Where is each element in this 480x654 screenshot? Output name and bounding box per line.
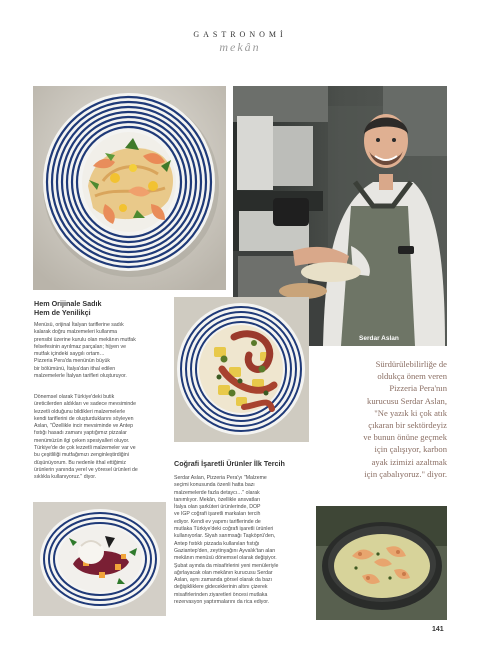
text-line: kalarak doğru malzemeleri kullanma — [34, 329, 118, 336]
text-line: bir bölümünü, İtalya'dan ithal edilen — [34, 365, 116, 372]
section-subtitle: mekân — [219, 40, 261, 54]
text-line: mutfak içindeki saygılı ortam… — [34, 351, 105, 358]
text-line: malzemelerde fazla detaycı…" olarak — [174, 489, 260, 496]
text-line: değişikliklere gideceklerinin altını çizerek — [174, 584, 268, 591]
text-line: Pizzeria Pera'da menünün büyük — [34, 358, 110, 365]
text-line: fıstığı hasadı zamanı yaptığımız pizzalar — [34, 430, 127, 437]
text-line: kullanıyorlar. Siyah sarımsağı Taşköprü'den, — [174, 533, 276, 540]
text-line: Dönemsel olarak Türkiye'deki butik — [34, 394, 115, 400]
quote-line: ayak izimizi azaltmak — [371, 456, 447, 467]
section1-heading-line: Hem de Yenilikçi — [34, 308, 91, 317]
text-line: felsefesinin ayrılmaz parçaları; hijyen ve — [34, 343, 126, 350]
page-number: 141 — [432, 626, 444, 633]
quote-line: çıkaran bir sektördeyiz — [368, 420, 447, 431]
quote-line: oldukça önem veren — [377, 371, 447, 382]
text-line: Aslan, aynı zamanda görsel olarak da bazı — [174, 577, 273, 584]
text-line: Aslan, "Özellikle incir mevsiminde ve Antep — [34, 423, 134, 430]
text-line: bu çeşitliliği mutfağımızı zenginleştirdiğini — [34, 452, 129, 459]
text-line: Gaziantep'den, zeytinyağını Ayvalık'tan alan — [174, 547, 276, 554]
text-line: rezervasyon yaptırmalarını da rica ediyor. — [174, 599, 270, 606]
text-line: mutlaka Türkiye'deki coğrafi işaretli ürünleri — [174, 526, 274, 533]
text-line: mekânın menüsü dönemsel olarak değişiyor. — [174, 555, 277, 562]
shrimp-pasta-photo — [33, 86, 226, 290]
text-line: misafirlerinden ziyaretleri öncesi mutlaka — [174, 591, 268, 598]
dessert-photo — [33, 502, 166, 616]
text-line: seçimi konusunda özenli hatta bazı — [174, 482, 255, 489]
text-line: düşünüyorum. Bu nedenle ithal ettiğimiz — [34, 459, 126, 466]
section2-heading: Coğrafi İşaretli Ürünler İlk Tercih — [174, 459, 285, 468]
text-line: ağırlayacak olan mekânın kurucusu Serdar — [174, 569, 273, 576]
quote-line: Pizzeria Pera'nın — [389, 383, 447, 394]
text-line: kendi tariflerini de oluşturduklarını söyleyen — [34, 415, 134, 422]
quote-line: için çalışıyor, karbon — [374, 444, 447, 455]
quote-line: ve bunun önüne geçmek — [363, 432, 447, 443]
pull-quote — [300, 358, 447, 480]
text-line: ediyor. Kendi ev yapımı tariflerinde de — [174, 518, 261, 525]
text-line: Şubat ayında da misafirlerini yeni menüleriyle — [174, 562, 279, 569]
text-line: sıklıkla kullanıyoruz." diyor. — [34, 474, 97, 481]
quote-line: "Ne yazık ki çok atık — [374, 407, 447, 418]
quote-line: Sürdürülebilirliğe de — [375, 359, 447, 369]
text-line: ve IGP coğrafi işaretli markaları tercih — [174, 511, 261, 518]
text-line: menümüzün ilgi çeken spesiyalleri oluyor. — [34, 437, 130, 444]
quote-line: kurucusu Serdar Aslan, — [367, 395, 447, 406]
octopus-dish-photo — [174, 297, 309, 442]
text-line: üreticilerden aldıkları ve sadece mevsiminde — [34, 401, 137, 408]
shrimp-bowl-photo — [316, 506, 447, 620]
section1-heading-line: Hem Orijinale Sadık — [34, 299, 102, 308]
text-line: Antep fıstıklı pizzada kullanılan fıstığı — [174, 540, 260, 547]
text-line: İtalya olan şarküteri ürünlerinde, DOP — [174, 504, 261, 511]
section2-para — [174, 475, 319, 606]
text-line: Menüsü, orijinal İtalyan tariflerine sadık — [34, 322, 124, 328]
text-line: malzemelerle İtalyan tarifleri oluşturuyor. — [34, 373, 127, 380]
text-line: Türkiye'de de çok lezzetli malzemeler var ve — [34, 445, 136, 452]
chef-photo-caption: Serdar Aslan — [359, 335, 399, 342]
text-line: ürünlerin yanında yerel ve yöresel ürünleri de — [34, 466, 138, 473]
text-line: prensibi üzerine kurulu olan mekânın mutfak — [34, 336, 136, 343]
text-line: Serdar Aslan, Pizzeria Pera'yı "Malzeme — [174, 475, 267, 481]
text-line: tanımlıyor. Mekân, özellikle ansvatları — [174, 496, 261, 503]
section-title: GASTRONOMİ — [193, 30, 287, 39]
quote-line: için çabalıyoruz." diyor. — [364, 468, 447, 479]
text-line: lezzetli olduğunu bildikleri malzemelerle — [34, 408, 126, 415]
